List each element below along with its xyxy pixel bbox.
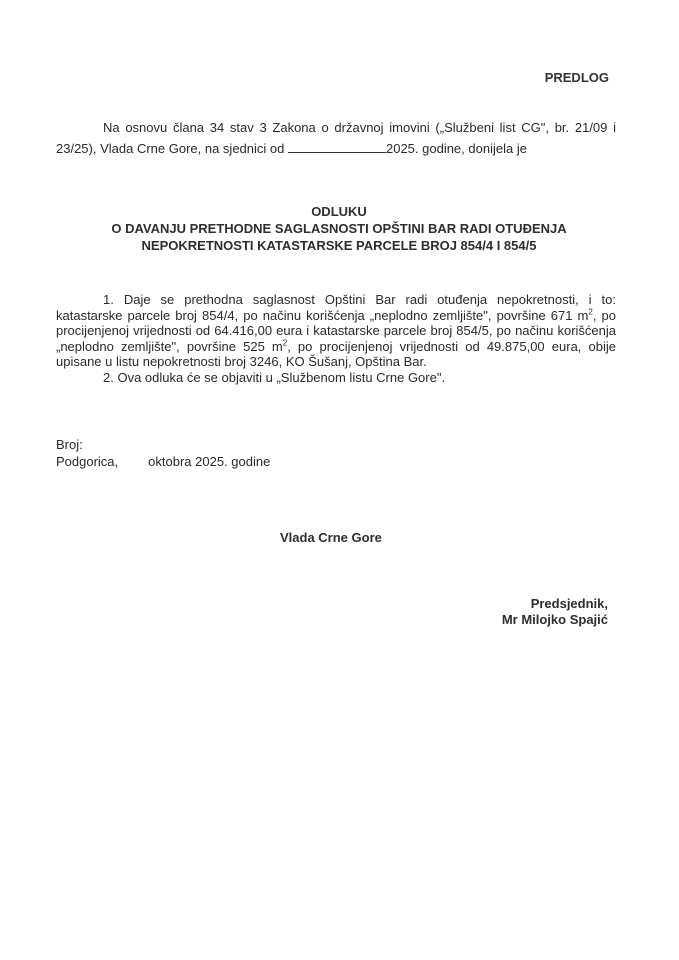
decision-body bbox=[56, 292, 616, 385]
date-blank-line bbox=[288, 141, 386, 153]
signatory-name: Mr Milojko Spajić bbox=[501, 612, 608, 627]
signature-block bbox=[478, 596, 608, 628]
item-number: 2. bbox=[103, 369, 114, 385]
government-name: Vlada Crne Gore bbox=[280, 530, 382, 545]
decision-item-1 bbox=[56, 292, 616, 370]
intro-text-part1: Na osnovu člana 34 stav 3 Zakona o državnoj imovini („Službeni list CG", br. 21/09 i 23/25), Vlada Crne Gore, na sjednici od bbox=[56, 120, 616, 156]
item-text-b: , po procijenjenoj vrijednosti od 64.416,00 eura i katastarske parcele broj 854/5, po načinu korišćenja „neplodno zemljište", površine 525 m bbox=[56, 307, 616, 354]
intro-paragraph bbox=[56, 117, 616, 159]
place-date-line bbox=[56, 453, 270, 470]
intro-text-part2: 2025. godine, donijela je bbox=[385, 141, 527, 156]
title-line-1: ODLUKU bbox=[311, 204, 367, 219]
title-line-2: O DAVANJU PRETHODNE SAGLASNOSTI OPŠTINI BAR RADI OTUĐENJA bbox=[111, 221, 567, 236]
broj-label: Broj: bbox=[56, 437, 83, 452]
decision-title bbox=[56, 203, 622, 254]
document-status-label: PREDLOG bbox=[544, 70, 609, 85]
superscript: 2 bbox=[588, 307, 593, 317]
item-number: 1. bbox=[103, 292, 114, 307]
superscript: 2 bbox=[282, 338, 288, 348]
document-meta bbox=[56, 436, 270, 470]
decision-item-2 bbox=[56, 370, 616, 386]
item-text: Ova odluka će se objaviti u „Službenom listu Crne Gore". bbox=[117, 369, 446, 385]
title-line-3: NEPOKRETNOSTI KATASTARSKE PARCELE BROJ 854/4 I 854/5 bbox=[141, 238, 537, 253]
place: Podgorica, bbox=[56, 454, 119, 469]
item-text-c: , po procijenjenoj vrijednosti od 49.875,00 eura, obije upisane u listu nepokretnosti broj 3246, KO Šušanj, Opština Bar. bbox=[56, 338, 616, 369]
date: oktobra 2025. godine bbox=[148, 454, 271, 469]
item-text-a: Daje se prethodna saglasnost Opštini Bar radi otuđenja nepokretnosti, i to: katastarske parcele broj 854/4, po načinu korišćenja „neplodno zemljište", površine 671 m bbox=[56, 292, 616, 323]
signatory-title: Predsjednik, bbox=[530, 596, 608, 611]
